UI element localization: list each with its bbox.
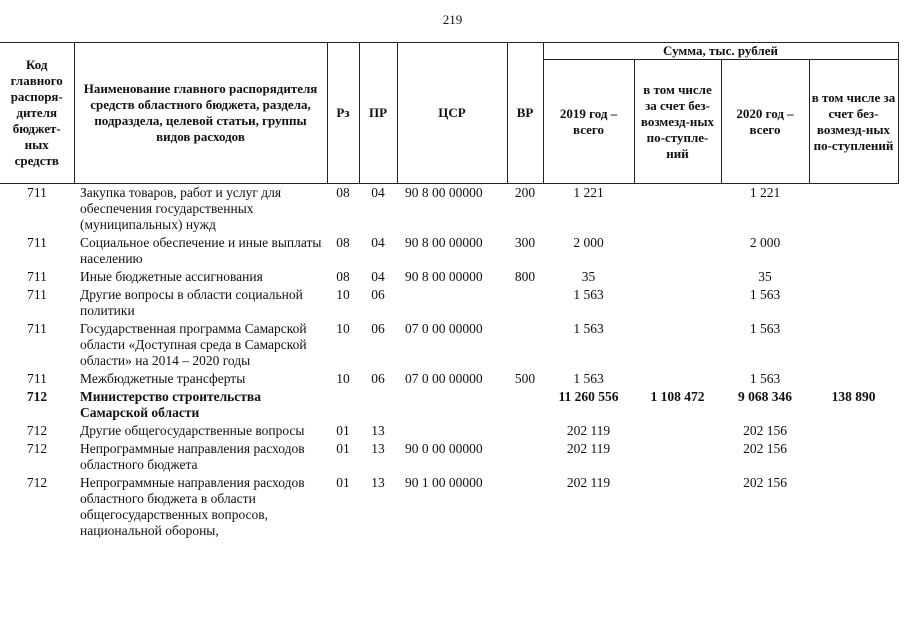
- row-2019-free: [634, 184, 721, 235]
- row-2019-total: 1 563: [573, 321, 604, 336]
- row-vr: [507, 388, 543, 422]
- row-2020-free: [809, 320, 898, 370]
- row-2020-total: 35: [758, 269, 772, 284]
- page-number: 219: [442, 12, 463, 27]
- header-csr: ЦСР: [397, 43, 507, 184]
- row-2020-total: 1 563: [749, 287, 781, 302]
- row-2019-free: [634, 286, 721, 320]
- row-csr: 90 1 00 00000: [405, 475, 483, 490]
- row-2020-free: [809, 422, 898, 440]
- row-csr: 90 8 00 00000: [405, 185, 483, 200]
- row-2019-total: 1 563: [573, 287, 604, 302]
- row-vr: 800: [514, 269, 536, 284]
- row-vr: [507, 474, 543, 540]
- row-name: Закупка товаров, работ и услуг для обеспечения государственных (муниципальных) нужд: [80, 185, 282, 232]
- header-2019-total: 2019 год – всего: [543, 60, 634, 184]
- row-pr: 13: [371, 441, 385, 456]
- row-2020-total: 9 068 346: [738, 389, 792, 404]
- header-2019-free: в том числе за счет без-возмезд-ных по-ступле-ний: [634, 60, 721, 184]
- header-2020-total: 2020 год – всего: [721, 60, 809, 184]
- row-2019-free: [634, 268, 721, 286]
- row-rz: 08: [336, 235, 350, 250]
- table-row: [0, 320, 898, 370]
- row-2020-total: 202 156: [743, 475, 787, 490]
- table-row: [0, 440, 898, 474]
- row-2020-free: [809, 440, 898, 474]
- row-2020-free: [809, 370, 898, 388]
- header-name: Наименование главного распорядителя средств областного бюджета, раздела, подраздела, целевой статьи, группы видов расходов: [74, 43, 327, 184]
- row-rz: 08: [336, 269, 350, 284]
- row-2019-total: 11 260 556: [558, 389, 619, 404]
- row-2020-free: 138 890: [831, 389, 876, 404]
- row-csr: [397, 422, 507, 440]
- row-2019-free: [634, 370, 721, 388]
- row-csr: 07 0 00 00000: [405, 371, 483, 386]
- row-pr: 06: [371, 321, 385, 336]
- row-rz: 01: [336, 475, 350, 490]
- row-csr: 90 8 00 00000: [405, 235, 483, 250]
- row-pr: 13: [371, 475, 385, 490]
- table-row: [0, 474, 898, 540]
- row-2020-free: [809, 268, 898, 286]
- row-vr: [507, 320, 543, 370]
- row-name: Непрограммные направления расходов областного бюджета в области общегосударственных вопросов, национальной обороны,: [80, 475, 305, 538]
- row-code: 711: [27, 287, 47, 302]
- row-code: 711: [27, 235, 47, 250]
- table-row: [0, 286, 898, 320]
- header-pr: ПР: [359, 43, 397, 184]
- row-2020-free: [809, 474, 898, 540]
- row-vr: 200: [514, 185, 536, 200]
- table-header: [0, 43, 898, 184]
- row-rz: 10: [336, 371, 350, 386]
- row-code: 712: [26, 423, 48, 438]
- row-code: 712: [26, 475, 48, 490]
- row-csr: 90 8 00 00000: [405, 269, 483, 284]
- row-rz: 10: [336, 321, 350, 336]
- row-rz: 10: [336, 287, 350, 302]
- row-rz: [327, 388, 359, 422]
- row-2019-total: 202 119: [566, 423, 611, 438]
- row-pr: 06: [371, 287, 385, 302]
- row-2019-total: 202 119: [566, 441, 611, 456]
- row-code: 711: [27, 269, 47, 284]
- row-2020-total: 1 563: [749, 371, 781, 386]
- table-row: [0, 234, 898, 268]
- row-rz: 01: [336, 423, 350, 438]
- row-2019-total: 35: [581, 269, 596, 284]
- table-row: [0, 422, 898, 440]
- row-2020-total: 1 563: [749, 321, 781, 336]
- row-code: 712: [26, 389, 48, 404]
- row-vr: [507, 422, 543, 440]
- row-pr: [359, 388, 397, 422]
- table-row: [0, 370, 898, 388]
- header-vr: ВР: [507, 43, 543, 184]
- row-code: 712: [26, 441, 48, 456]
- header-code: Код главного распоря-дителя бюджет-ных средств: [0, 43, 74, 184]
- row-vr: [507, 286, 543, 320]
- row-csr: [397, 286, 507, 320]
- row-pr: 13: [371, 423, 385, 438]
- row-2019-free: [634, 440, 721, 474]
- row-2019-total: 2 000: [573, 235, 604, 250]
- row-vr: [507, 440, 543, 474]
- row-code: 711: [27, 321, 47, 336]
- row-csr: [397, 388, 507, 422]
- row-code: 711: [27, 371, 47, 386]
- table-row: [0, 388, 898, 422]
- header-rz: Рз: [327, 43, 359, 184]
- row-rz: 08: [336, 185, 350, 200]
- header-sum: Сумма, тыс. рублей: [543, 43, 898, 60]
- row-pr: 04: [371, 235, 385, 250]
- row-2020-total: 202 156: [743, 423, 787, 438]
- row-pr: 06: [371, 371, 385, 386]
- row-vr: 500: [514, 371, 536, 386]
- row-2020-total: 1 221: [749, 185, 781, 200]
- row-name: Социальное обеспечение и иные выплаты населению: [80, 235, 322, 266]
- row-2019-total: 202 119: [566, 475, 611, 490]
- row-2019-free: [634, 474, 721, 540]
- row-name: Иные бюджетные ассигнования: [80, 269, 263, 284]
- row-name: Межбюджетные трансферты: [80, 371, 246, 386]
- row-2019-free: [634, 422, 721, 440]
- row-2019-total: 1 563: [573, 371, 604, 386]
- row-name: Государственная программа Самарской области «Доступная среда в Самарской области» на 2014 – 2020 годы: [80, 321, 307, 368]
- row-pr: 04: [371, 185, 385, 200]
- row-name: Министерство строительства Самарской области: [80, 389, 261, 420]
- header-2020-free: в том числе за счет без-возмезд-ных по-ступлений: [809, 60, 898, 184]
- budget-table: [0, 42, 899, 540]
- row-vr: 300: [514, 235, 536, 250]
- row-code: 711: [27, 185, 47, 200]
- table-row: [0, 184, 898, 235]
- row-pr: 04: [371, 269, 385, 284]
- row-2019-free: 1 108 472: [650, 389, 705, 404]
- row-name: Непрограммные направления расходов областного бюджета: [80, 441, 305, 472]
- row-2020-free: [809, 184, 898, 235]
- row-2019-free: [634, 320, 721, 370]
- row-2019-free: [634, 234, 721, 268]
- row-csr: 90 0 00 00000: [405, 441, 483, 456]
- row-2020-total: 2 000: [749, 235, 781, 250]
- row-2020-total: 202 156: [743, 441, 787, 456]
- row-2020-free: [809, 234, 898, 268]
- row-csr: 07 0 00 00000: [405, 321, 483, 336]
- row-rz: 01: [336, 441, 350, 456]
- table-row: [0, 268, 898, 286]
- row-name: Другие общегосударственные вопросы: [80, 423, 305, 438]
- row-2020-free: [809, 286, 898, 320]
- table-body: [0, 184, 898, 541]
- row-2019-total: 1 221: [573, 185, 604, 200]
- row-name: Другие вопросы в области социальной политики: [80, 287, 303, 318]
